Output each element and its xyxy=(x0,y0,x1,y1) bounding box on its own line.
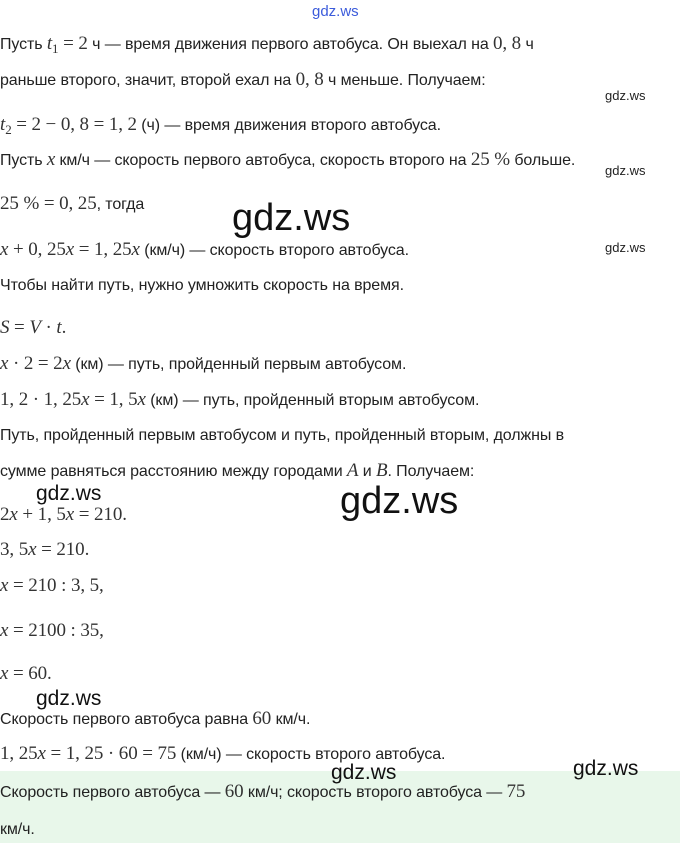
text: км/ч. xyxy=(271,711,311,728)
math: 60 xyxy=(224,781,244,802)
math: = 210. xyxy=(74,504,127,525)
math: 2 xyxy=(0,504,10,525)
math: 60 xyxy=(252,708,272,729)
watermark-left-2: gdz.ws xyxy=(36,687,102,710)
math-var: t xyxy=(0,114,6,135)
text-line-5 xyxy=(0,194,144,215)
math-var: x xyxy=(65,504,75,525)
math: 25 % = 0, 25 xyxy=(0,193,97,214)
math: 25 % xyxy=(470,149,510,170)
text-line-11 xyxy=(0,426,564,446)
watermark-bottom-2: gdz.ws xyxy=(573,757,639,780)
text: . Получаем: xyxy=(387,463,475,480)
text-line-1 xyxy=(0,34,534,59)
math: 3, 5 xyxy=(0,539,29,560)
text-line-13 xyxy=(0,505,127,526)
math-var: t xyxy=(56,317,62,338)
text: км/ч; скорость второго автобуса — xyxy=(243,784,507,801)
math: 0, 8 xyxy=(295,69,324,90)
text-line-16 xyxy=(0,621,104,642)
math: = 1, 5 xyxy=(89,389,138,410)
text-line-8 xyxy=(0,318,66,339)
watermark-right-2: gdz.ws xyxy=(605,163,646,178)
text-line-12 xyxy=(0,461,474,482)
text-line-7 xyxy=(0,276,404,296)
text: раньше второго, значит, второй ехал на xyxy=(0,72,296,89)
math-sub: 2 xyxy=(5,122,12,138)
math-var: t xyxy=(46,33,53,54)
text-line-15 xyxy=(0,576,104,597)
text-line-10 xyxy=(0,390,479,411)
math: + 1, 5 xyxy=(17,504,66,525)
math: 0, 8 xyxy=(492,33,522,54)
watermark-top: gdz.ws xyxy=(312,3,359,20)
text: Пусть xyxy=(0,152,47,169)
math: 1, 25 xyxy=(0,743,38,764)
text-line-18 xyxy=(0,709,310,730)
math-var: x xyxy=(137,389,146,410)
text: (км) — путь, пройденный первым автобусом. xyxy=(70,356,407,373)
text: Путь, пройденный первым автобусом и путь, пройденный вторым, должны в xyxy=(0,427,564,444)
math-var: x xyxy=(37,743,46,764)
math-var: V xyxy=(29,317,41,338)
watermark-big-2: gdz.ws xyxy=(340,480,459,522)
math: 1, 2 · 1, 25 xyxy=(0,389,82,410)
watermark-big-1: gdz.ws xyxy=(232,197,351,239)
math: 75 xyxy=(506,781,526,802)
math-var: x xyxy=(81,389,90,410)
math: = xyxy=(9,317,30,338)
watermark-bottom-1: gdz.ws xyxy=(331,761,397,784)
math-var: x xyxy=(0,663,9,684)
text: ч меньше. Получаем: xyxy=(323,72,486,89)
text: Скорость первого автобуса — xyxy=(0,784,225,801)
text: (км) — путь, пройденный вторым автобусом. xyxy=(145,392,480,409)
math: = 2100 : 35, xyxy=(8,620,104,641)
text: км/ч — скорость первого автобуса, скорость второго на xyxy=(55,152,471,169)
math: = 210 : 3, 5, xyxy=(8,575,104,596)
math-var: x xyxy=(0,575,9,596)
text-line-17 xyxy=(0,664,52,685)
text: (ч) — время движения второго автобуса. xyxy=(136,117,441,134)
math-var: x xyxy=(0,353,9,374)
math: · 2 = 2 xyxy=(8,353,63,374)
math: = 1, 25 · 60 = 75 xyxy=(45,743,177,764)
text-line-3 xyxy=(0,115,441,140)
text-line-14 xyxy=(0,540,89,561)
math-var: S xyxy=(0,317,10,338)
text: , тогда xyxy=(96,196,145,213)
text: сумме равняться расстоянию между городами xyxy=(0,463,347,480)
text: км/ч. xyxy=(0,821,35,838)
text: Пусть xyxy=(0,36,47,53)
math-var: x xyxy=(131,239,140,260)
text: ч xyxy=(521,36,534,53)
text: и xyxy=(358,463,376,480)
math-sub: 1 xyxy=(52,41,59,57)
text: Чтобы найти путь, нужно умножить скорость на время. xyxy=(0,277,404,294)
math: = 2 − 0, 8 = 1, 2 xyxy=(11,114,137,135)
math-var: B xyxy=(375,460,388,481)
text: Скорость первого автобуса равна xyxy=(0,711,253,728)
math: · xyxy=(40,317,57,338)
math: + 0, 25 xyxy=(8,239,66,260)
text-line-4 xyxy=(0,150,575,171)
math-var: A xyxy=(346,460,359,481)
answer-line-1 xyxy=(0,782,525,803)
math-var: x xyxy=(46,149,56,170)
text-line-2 xyxy=(0,70,486,91)
math-var: x xyxy=(28,539,37,560)
text: ч — время движения первого автобуса. Он выехал на xyxy=(87,36,493,53)
watermark-right-3: gdz.ws xyxy=(605,240,646,255)
math-var: x xyxy=(0,620,9,641)
math-var: x xyxy=(65,239,75,260)
watermark-left-1: gdz.ws xyxy=(36,482,102,505)
math: = 1, 25 xyxy=(74,239,132,260)
answer-line-2 xyxy=(0,820,35,840)
text: (км/ч) — скорость второго автобуса. xyxy=(139,242,409,259)
text: (км/ч) — скорость второго автобуса. xyxy=(176,746,446,763)
math-var: x xyxy=(9,504,18,525)
text: больше. xyxy=(510,152,576,169)
text-line-6 xyxy=(0,240,409,261)
math-var: x xyxy=(0,239,9,260)
math: = 2 xyxy=(58,33,88,54)
text-line-9 xyxy=(0,354,406,375)
math: . xyxy=(61,317,67,338)
math-var: x xyxy=(62,353,71,374)
math: = 210. xyxy=(36,539,90,560)
math: = 60. xyxy=(8,663,52,684)
watermark-right-1: gdz.ws xyxy=(605,88,646,103)
